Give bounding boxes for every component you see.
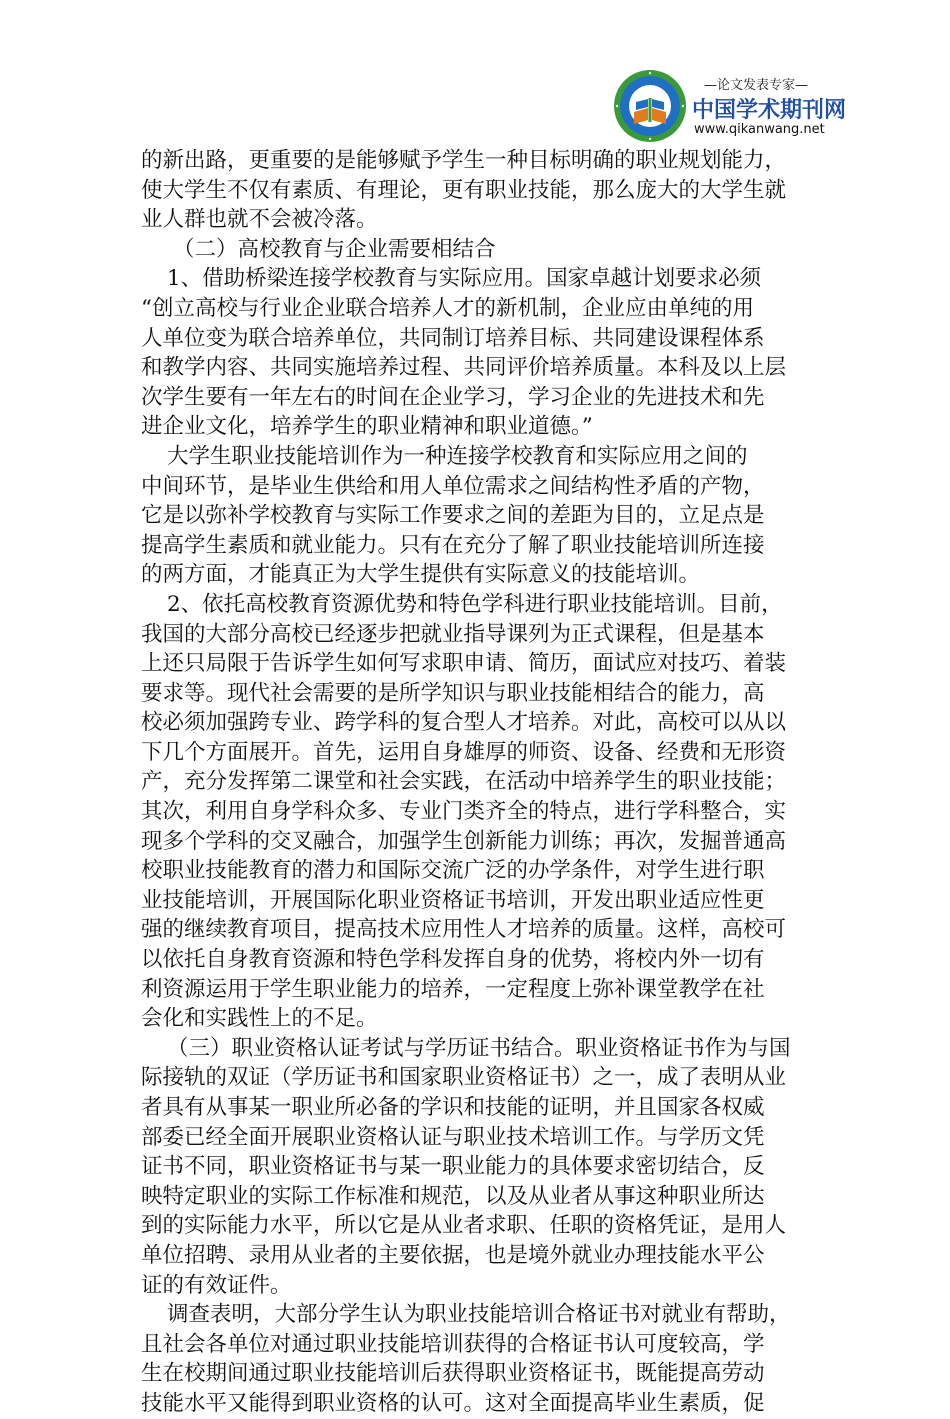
text-line: 提高学生素质和就业能力。只有在充分了解了职业技能培训所连接 — [141, 532, 765, 558]
text-line: 技能水平又能得到职业资格的认可。这对全面提高毕业生素质，促 — [141, 1390, 765, 1416]
text-line: 会化和实践性上的不足。 — [141, 1006, 378, 1032]
text-line: 以依托自身教育资源和特色学科发挥自身的优势，将校内外一切有 — [141, 947, 765, 973]
text-line: 其次，利用自身学科众多、专业门类齐全的特点，进行学科整合，实 — [141, 799, 787, 825]
text-line: 的两方面，才能真正为大学生提供有实际意义的技能培训。 — [141, 562, 701, 588]
section-heading: （二）高校教育与企业需要相结合 — [173, 236, 496, 262]
text-line: 校职业技能教育的潜力和国际交流广泛的办学条件，对学生进行职 — [141, 858, 765, 884]
text-line: 证书不同，职业资格证书与某一职业能力的具体要求密切结合，反 — [141, 1154, 765, 1180]
text-line: 和教学内容、共同实施培养过程、共同评价培养质量。本科及以上层 — [141, 355, 787, 381]
logo-site-name: 中国学术期刊网 — [692, 98, 847, 123]
text-line: 到的实际能力水平，所以它是从业者求职、任职的资格凭证，是用人 — [141, 1213, 787, 1239]
logo-emblem-icon — [612, 68, 688, 144]
text-line: 大学生职业技能培训作为一种连接学校教育和实际应用之间的 — [167, 443, 748, 469]
text-line: 部委已经全面开展职业资格认证与职业技术培训工作。与学历文凭 — [141, 1124, 765, 1150]
text-line: 2、依托高校教育资源优势和特色学科进行职业技能培训。目前， — [167, 591, 783, 617]
text-line: 下几个方面展开。首先，运用自身雄厚的师资、设备、经费和无形资 — [141, 739, 787, 765]
text-line: 映特定职业的实际工作标准和规范，以及从业者从事这种职业所达 — [141, 1183, 765, 1209]
text-line: 进企业文化，培养学生的职业精神和职业道德。” — [141, 414, 593, 440]
text-line: 单位招聘、录用从业者的主要依据，也是境外就业办理技能水平公 — [141, 1242, 765, 1268]
text-line: 的新出路，更重要的是能够赋予学生一种目标明确的职业规划能力， — [141, 148, 787, 173]
text-line: 利资源运用于学生职业能力的培养，一定程度上弥补课堂教学在社 — [141, 976, 765, 1002]
text-line: “创立高校与行业企业联合培养人才的新机制，企业应由单纯的用 — [141, 295, 754, 321]
text-line: 我国的大部分高校已经逐步把就业指导课列为正式课程，但是基本 — [141, 621, 765, 647]
logo-slogan: —论文发表专家— — [703, 78, 808, 93]
text-line: 要求等。现代社会需要的是所学知识与职业技能相结合的能力，高 — [141, 680, 765, 706]
logo-url[interactable]: www.qikanwang.net — [694, 122, 825, 137]
text-line: 业技能培训，开展国际化职业资格证书培训，开发出职业适应性更 — [141, 887, 765, 913]
text-line: 者具有从事某一职业所必备的学识和技能的证明，并且国家各权威 — [141, 1095, 765, 1120]
text-line: 现多个学科的交叉融合，加强学生创新能力训练；再次，发掘普通高 — [141, 828, 787, 854]
text-line: 人单位变为联合培养单位，共同制订培养目标、共同建设课程体系 — [141, 325, 765, 351]
text-line: 且社会各单位对通过职业技能培训获得的合格证书认可度较高，学 — [141, 1331, 765, 1357]
text-line: 业人群也就不会被冷落。 — [141, 207, 378, 233]
text-line: 它是以弥补学校教育与实际工作要求之间的差距为目的，立足点是 — [141, 503, 765, 529]
text-line: 生在校期间通过职业技能培训后获得职业资格证书，既能提高劳动 — [141, 1361, 765, 1387]
text-line: 调查表明，大部分学生认为职业技能培训合格证书对就业有帮助， — [167, 1302, 791, 1328]
text-line: 强的继续教育项目，提高技术应用性人才培养的质量。这样，高校可 — [141, 917, 787, 943]
journal-logo[interactable] — [612, 68, 847, 148]
text-line: 证的有效证件。 — [141, 1272, 292, 1298]
text-line: （三）职业资格认证考试与学历证书结合。职业资格证书作为与国 — [167, 1035, 791, 1061]
text-line: 产，充分发挥第二课堂和社会实践，在活动中培养学生的职业技能； — [141, 769, 787, 795]
text-line: 校必须加强跨专业、跨学科的复合型人才培养。对此，高校可以从以 — [141, 710, 787, 736]
text-line: 次学生要有一年左右的时间在企业学习，学习企业的先进技术和先 — [141, 384, 765, 410]
article-body — [141, 146, 801, 1419]
text-line: 中间环节，是毕业生供给和用人单位需求之间结构性矛盾的产物， — [141, 473, 765, 499]
text-line: 际接轨的双证（学历证书和国家职业资格证书）之一，成了表明从业 — [141, 1065, 787, 1091]
text-line: 上还只局限于告诉学生如何写求职申请、简历，面试应对技巧、着装 — [141, 651, 787, 677]
text-line: 1、借助桥梁连接学校教育与实际应用。国家卓越计划要求必须 — [167, 266, 762, 292]
text-line: 使大学生不仅有素质、有理论，更有职业技能，那么庞大的大学生就 — [141, 177, 787, 203]
